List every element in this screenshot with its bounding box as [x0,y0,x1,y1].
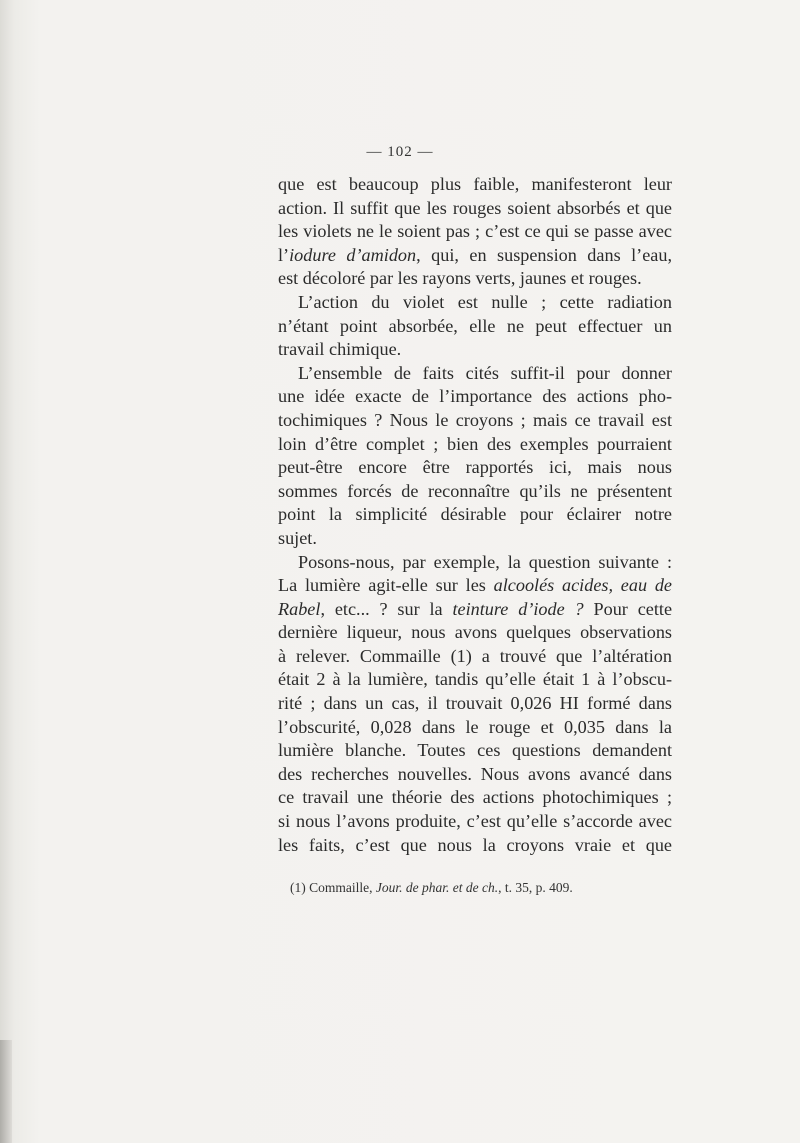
body-text [278,173,672,857]
text-line-27: ce travail une théorie des actions photochimiques ; [278,787,672,808]
page-edge-shadow [0,1040,12,1143]
text-line-24: l’obscurité, 0,028 dans le rouge et 0,035 dans la [278,716,672,737]
italic-iodure: iodure d’amidon [289,244,417,265]
text-line-4: l’iodure d’amidon, qui, en suspension dans l’eau, [278,244,673,265]
text-line-12: loin d’être complet ; bien des exemples pourraient [278,433,672,454]
italic-rabel: Rabel [278,598,321,619]
text-line-16: sujet. [278,527,317,548]
text-line-19: Rabel, etc... ? sur la teinture d’iode ? Pour cette [278,598,673,619]
footnote: (1) Commaille, Jour. de phar. et de ch., t. 35, p. 409. [290,880,573,895]
text-line-11: tochimiques ? Nous le croyons ; mais ce travail est [278,409,672,430]
text-line-18: La lumière agit-elle sur les alcoolés acides, eau de [278,575,672,596]
text-line-8: travail chimique. [278,339,402,360]
text-line-14: sommes forcés de reconnaître qu’ils ne présentent [278,480,672,501]
text-line-21: à relever. Commaille (1) a trouvé que l’altération [278,645,672,666]
italic-teinture: teinture d’iode ? [452,598,584,619]
text-line-20: dernière liqueur, nous avons quelques observations [278,622,672,643]
text-line-25: lumière blanche. Toutes ces questions demandent [278,740,672,761]
text-line-9: L’ensemble de faits cités suffit-il pour donner [298,362,672,383]
page-number: — 102 — [366,144,434,160]
text-line-2: action. Il suffit que les rouges soient absorbés et que [278,197,672,218]
text-line-5: est décoloré par les rayons verts, jaunes et rouges. [278,268,642,289]
text-line-6: L’action du violet est nulle ; cette radiation [298,291,672,312]
text-line-23: rité ; dans un cas, il trouvait 0,026 HI formé dans [278,693,672,714]
text-line-10: une idée exacte de l’importance des actions pho- [278,386,672,407]
text-line-13: peut-être encore être rapportés ici, mais nous [278,457,672,478]
text-line-26: des recherches nouvelles. Nous avons avancé dans [278,763,672,784]
text-line-28: si nous l’avons produite, c’est qu’elle s’accorde avec [278,811,672,832]
text-line-22: était 2 à la lumière, tandis qu’elle était 1 à l’obscu- [278,669,672,690]
text-line-29: les faits, c’est que nous la croyons vraie et que [278,834,672,855]
italic-alcooles: alcoolés acides, eau de [493,575,672,596]
text-line-7: n’étant point absorbée, elle ne peut effectuer un [278,315,672,336]
text-line-15: point la simplicité désirable pour éclairer notre [278,504,672,525]
text-line-3: les violets ne le soient pas ; c’est ce qui se passe avec [278,221,672,242]
text-line-1: que est beaucoup plus faible, manifesteront leur [278,174,672,194]
text-line-17: Posons-nous, par exemple, la question suivante : [298,551,672,572]
footnote-journal-title: Jour. de phar. et de ch. [375,880,499,895]
